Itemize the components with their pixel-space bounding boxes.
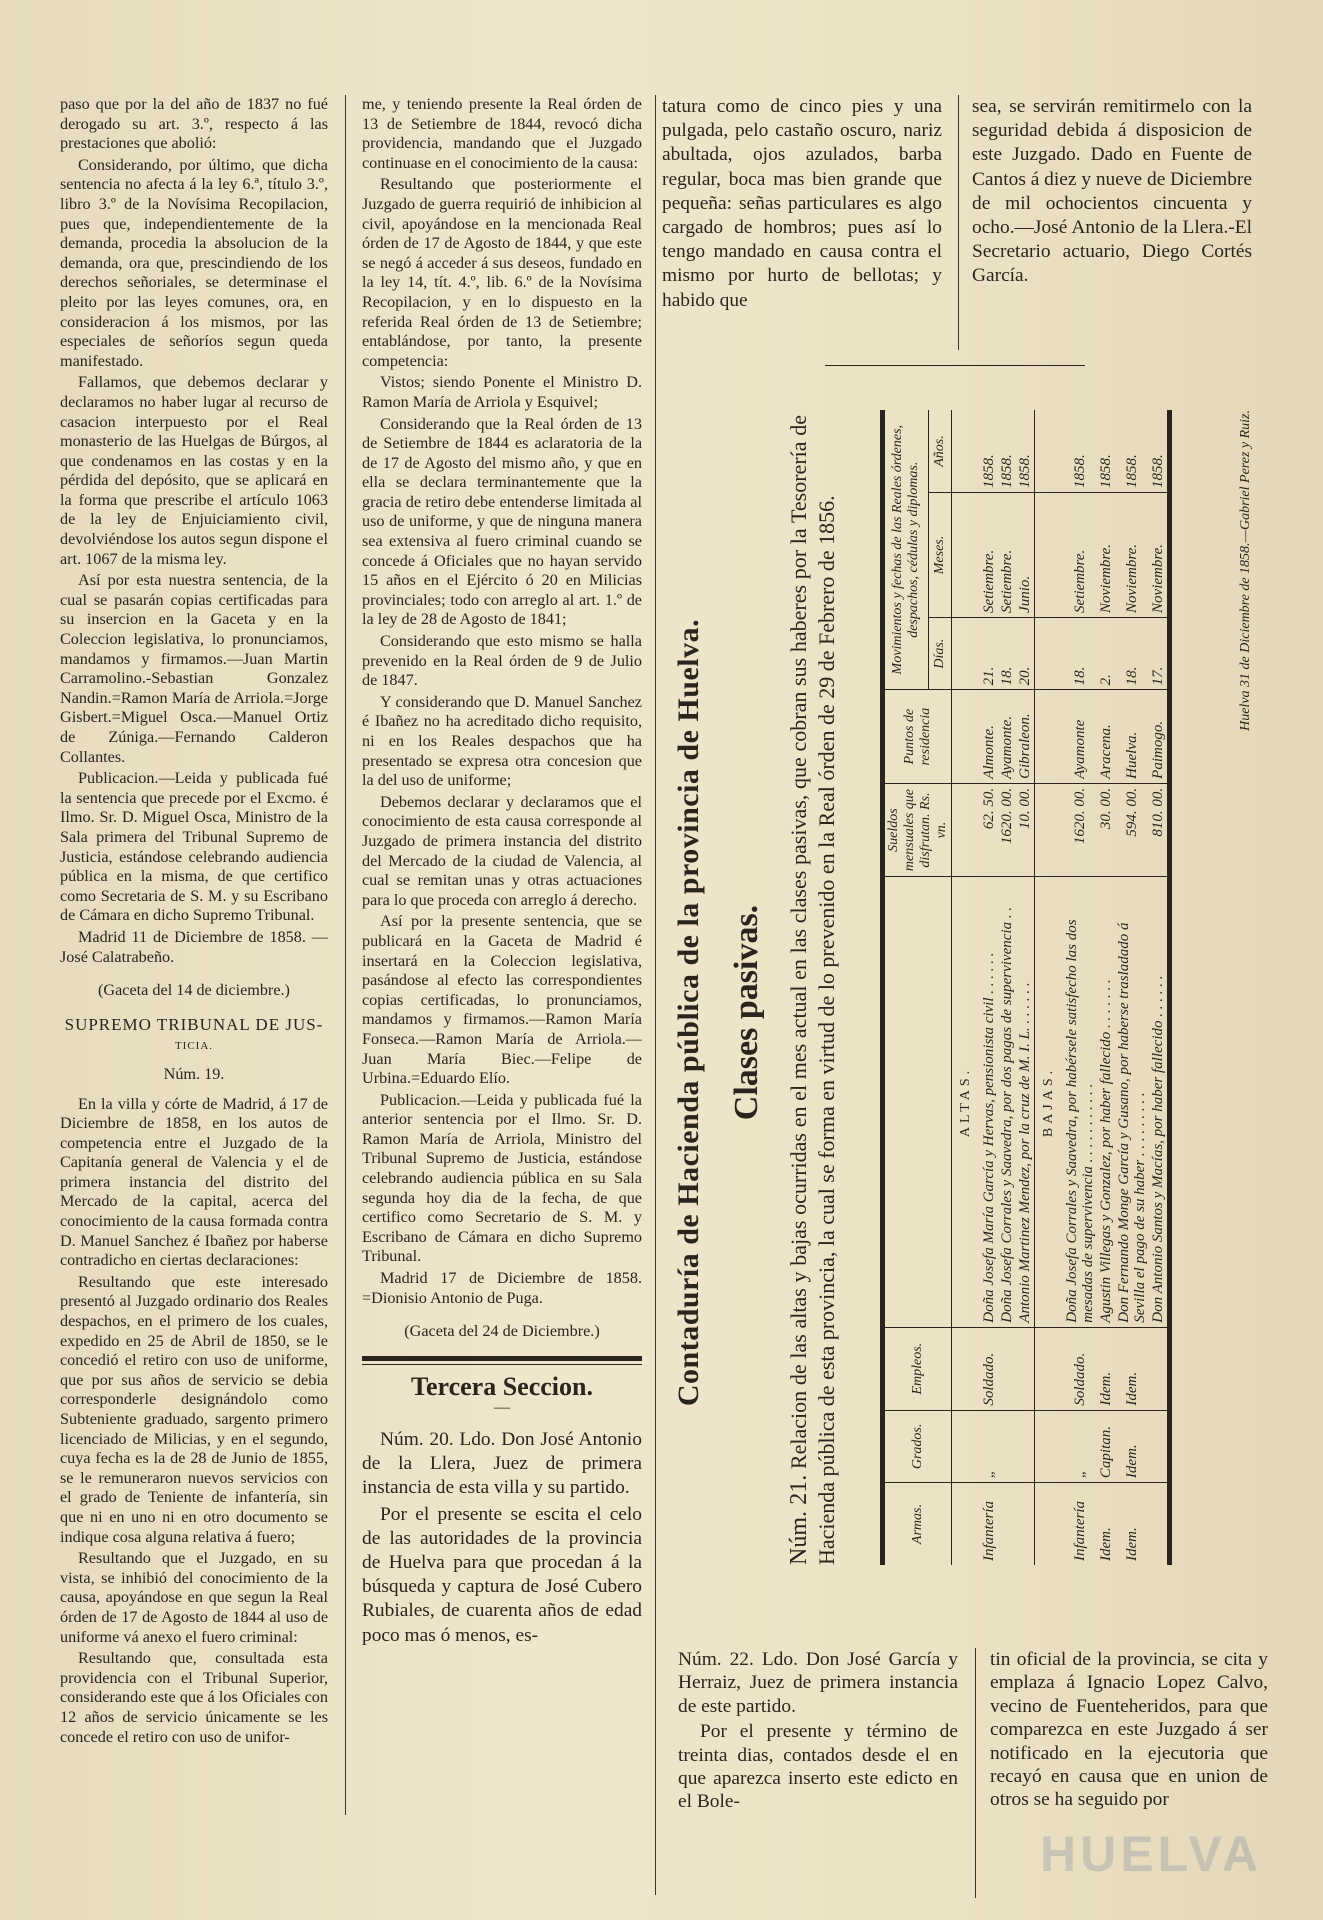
column-3 [662,95,942,360]
section-title: Tercera Seccion. [411,1371,593,1401]
paragraph: Debemos declarar y declaramos que el conocimiento de esta causa corresponde al Juzgado de primera instancia del distrito del Mercado de la ciudad de Valencia, al cual se remitan unas y otras actuaciones para lo que proceda con arreglo á derecho. [362,792,642,909]
huelva-watermark: HUELVA [1040,1826,1263,1882]
cell-armas: Infantería [981,1501,997,1561]
paragraph: Así por esta nuestra sentencia, de la cual se pasarán copias certificadas para su insercion en la Gaceta y en la Coleccion legislativa, lo pronunciamos, mandamos y firmamos.—Juan Martin Carramolino.-Sebastian Gonzalez Nandin.=Ramon María de Arriola.=Jorge Gisbert.=Miguel Osca.—Manuel Ortiz de Zúniga.—Fernando Calderon Collantes. [60,571,328,766]
cell-grados: „ [980,1410,998,1482]
rotated-table-region [660,400,1260,1625]
tribunal-heading-main: SUPREMO TRIBUNAL DE JUS- [64,1014,324,1034]
cell-dia: 20. [1016,617,1035,689]
paragraph: tin oficial de la provincia, se cita y emplaza á Ignacio Lopez Calvo, vecino de Fuenteheridos, para que comparezca en este Juzgado á ser notificado en la ejecutoria que recayó en causa que en union de otros se ha seguido por [990,1649,1268,1811]
cell-empleos: Soldado. [980,1327,998,1410]
cell-grados [998,1410,1016,1482]
cell-mes: Noviembre. [1115,493,1149,618]
col-empleos: Empleos. [883,1327,952,1410]
cell-grados: Idem. [1115,1410,1149,1482]
separator-rule [825,365,1085,366]
paragraph: Publicacion.—Leida y publicada fué la sentencia que precede por el Excmo. é Ilmo. Sr. D. Miguel Osca, Ministro de la Sala primera del Tribunal Supremo de Justicia, estándose celebrando audiencia pública en la misma, de que certifico como Secretaria de S. M. y su Escribano de Cámara en dicho Supremo Tribunal. [60,769,328,925]
paragraph: Considerando que la Real órden de 13 de Setiembre de 1844 es aclaratoria de la de 17 de Agosto del mismo año, y que en ella se declara terminantemente que la gracia de retiro debe entenderse limitada al uso de uniforme, y que de ninguna manera sea extensiva al fuero criminal cuando se concede á Oficiales que no hayan servido 15 años en el Ejército ó 20 en Milicias provinciales; todo con arreglo al art. 1.º de la ley de 28 de Agosto de 1841; [362,414,642,629]
table-row [1149,410,1167,1565]
cell-sueldo: 1620. 00. [998,783,1016,876]
cell-dia: 18. [1063,617,1097,689]
edict-heading: Núm. 22. Ldo. Don José García y Herraiz, Juez de primera instancia de este partido. [678,1649,958,1717]
paragraph: Y considerando que D. Manuel Sanchez é Ibañez no ha acreditado dicho requisito, ni en los Reales despachos que ha presentado se expresa otra concesion que la del uso de uniforme; [362,692,642,790]
cell-ano: 1858. [980,410,998,493]
cell-mes: Noviembre. [1097,493,1115,618]
col-puntos: Puntos de residencia [883,690,952,783]
column-divider [975,1648,976,1898]
cell-armas [998,1483,1016,1565]
cell-dia: 18. [998,617,1016,689]
table-row [1115,410,1149,1565]
cell-sueldo: 62. 50. [980,783,998,876]
cell-dia: 18. [1115,617,1149,689]
table-row [1097,410,1115,1565]
cell-punto: Aracena. [1097,690,1115,783]
table-row [980,410,998,1565]
paragraph: Resultando que este interesado presentó al Juzgado ordinario dos Reales despachos, en el primero de los cuales, expedido en 25 de Abril de 1850, se le concedió el retiro con uso de uniforme, que por sus años de servicio se debia corresponderle designándolo como Subteniente graduado, sargento primero licenciado de Milicias, y en el segundo, cuya fecha es la de 28 de Junio de 1855, se le remuneraron nuevos servicios con el grado de Teniente de infantería, sin que ni en uno ni en otro documento se indique cosa alguna relativa á fuero; [60,1272,328,1546]
bajas-label: BAJAS. [1035,877,1064,1327]
col-grados: Grados. [883,1410,952,1482]
cell-mes: Setiembre. [998,493,1016,618]
rotated-table [660,400,1260,1625]
cell-dia: 21. [980,617,998,689]
table-intro-text: Relacion de las altas y bajas ocurridas en el mes actual en las clases pasivas, que cobran sus haberes por la Tesorería de Hacienda pública de esta provincia, la cual se forma en virtud de lo prevenido en la Real órden de 29 de Febrero de 1856. [786,414,839,1565]
cell-name: Doña Josefa Corrales y Saavedra, por habérsele satisfecho las dos mesadas de supervivencia . . . . . . . . . . . [1063,877,1097,1327]
section-dash: — [493,1398,511,1417]
paragraph: sea, se servirán remitirmelo con la seguridad debida á disposicion de este Juzgado. Dado en Fuente de Cantos á diez y nueve de Diciembre de mil ochocientos cincuenta y ocho.—José Antonio de la Llera.-El Secretario actuario, Diego Cortés García. [972,96,1252,287]
paragraph: Por el presente se escita el celo de las autoridades de la provincia de Huelva para que procedan á la búsqueda y captura de José Cubero Rubiales, de cuarenta años de edad poco mas ó menos, es- [362,1503,642,1646]
cell-sueldo: 30. 00. [1097,783,1115,876]
cell-grados [1016,1410,1035,1482]
dateline: Madrid 11 de Diciembre de 1858. —José Calatrabeño. [60,927,328,966]
cell-grados [1149,1410,1167,1482]
table-number: Núm. 21. [786,1474,812,1565]
cell-sueldo: 810. 00. [1149,783,1167,876]
cell-name: Doña Josefa Corrales y Saavedra, por dos pagas de supervivencia . . [998,877,1016,1327]
section-rule-thin [362,1364,642,1365]
cell-punto: Almonte. [980,690,998,783]
table-intro [785,415,841,1565]
cell-punto: Ayamonte. [998,690,1016,783]
cell-ano: 1858. [1149,410,1167,493]
paragraph: tatura como de cinco pies y una pulgada, pelo castaño oscuro, nariz abultada, ojos azulados, barba regular, boca mas bien grande que pequeña: señas particulares es algo cargado de hombros; pues así lo tengo mandado en causa contra el mismo por hurto de bellotas; y habido que [662,96,942,311]
cell-empleos [998,1327,1016,1410]
cell-empleos: Idem. [1097,1327,1115,1410]
column-5a [678,1648,958,1898]
gaceta-source: (Gaceta del 24 de Diciembre.) [404,1322,600,1341]
table-title: Contaduría de Hacienda pública de la provincia de Huelva. [672,618,705,1407]
cell-dia: 17. [1149,617,1167,689]
tribunal-heading [60,1015,328,1057]
paragraph: Resultando que, consultada esta providencia con el Tribunal Superior, considerando este que á los Oficiales con 12 años de servicio únicamente se les concede el retiro con uso de unifor- [60,1649,328,1746]
paragraph: Vistos; siendo Ponente el Ministro D. Ramon María de Arriola y Esquivel; [362,373,642,411]
col-sueldos: Sueldos mensuales que disfrutan. Rs. vn. [883,783,952,876]
table-signature: Huelva 31 de Diciembre de 1858.—Gabriel Perez y Ruiz. [1238,410,1253,731]
paragraph: Resultando que posteriormente el Juzgado de guerra requirió de inhibicion al civil, apoyándose en la mencionada Real órden de 17 de Agosto de 1844, y que este se negó á acceder á sus deseos, fundado en la ley 14, tít. 4.º, lib. 6.º de la Novísima Recopilacion, y en lo dispuesto en la referida Real órden de 13 de Setiembre; entablándose, por tanto, la presente competencia: [362,175,642,370]
column-divider [655,95,656,1895]
cell-dia: 2. [1097,617,1115,689]
cell-grados: „ [1063,1410,1097,1482]
cell-armas: Idem. [1124,1527,1140,1561]
cell-punto: Gibraleon. [1016,690,1035,783]
cell-empleos: Idem. [1115,1327,1149,1410]
cell-mes: Junio. [1016,493,1035,618]
cell-mes: Setiembre. [980,493,998,618]
paragraph: me, y teniendo presente la Real órden de 13 de Setiembre de 1844, revocó dicha providencia, mandando que el Juzgado continuase en el conocimiento de la causa: [362,95,642,172]
col-movimientos: Movimientos y fechas de las Reales órdenes, despachos, cédulas y diplomas. [883,410,929,690]
paragraph: Publicacion.—Leida y publicada fué la anterior sentencia por el Ilmo. Sr. D. Ramon María de Arriola, Ministro del Tribunal Supremo de Justicia, estándose celebrando audiencia pública en su Sala segunda hoy dia de la fecha, de que certifico como Secretario de S. M. y Escribano de Cámara en dicho Supremo Tribunal. [362,1090,642,1266]
table-row [1016,410,1035,1565]
cell-punto: Ayamonte [1063,690,1097,783]
paragraph: Por el presente y término de treinta dias, contados desde el en que aparezca inserto este edicto en el Bole- [678,1721,958,1813]
tribunal-heading-tail: TICIA. [174,1040,214,1053]
cell-ano: 1858. [1016,410,1035,493]
col-anos: Años. [928,410,951,493]
cell-name: Doña Josefa María García y Hervas, pensionista civil . . . . . . [980,877,998,1327]
article-number: Núm. 19. [163,1064,225,1083]
dateline: Madrid 17 de Diciembre de 1858. =Dionisio Antonio de Puga. [362,1269,642,1307]
cell-mes: Setiembre. [1063,493,1097,618]
altas-label: ALTAS. [952,877,981,1327]
cell-empleos [1016,1327,1035,1410]
table-row [998,410,1016,1565]
column-1 [60,95,328,1815]
cell-ano: 1858. [1063,410,1097,493]
cell-sueldo: 1620. 00. [1063,783,1097,876]
cell-mes: Noviembre. [1149,493,1167,618]
cell-sueldo: 594. 00. [1115,783,1149,876]
cell-empleos: Soldado. [1063,1327,1097,1410]
pasivas-table [880,410,1172,1565]
col-nombres [883,877,952,1327]
paragraph: Fallamos, que debemos declarar y declaramos no haber lugar al recurso de casacion interpuesto por el Real monasterio de las Huelgas de Búrgos, al que condenamos en las costas y en la pérdida del depósito, que se aplicará en la forma que prescribe el artículo 1063 de la ley de Enjuiciamiento civil, devolviéndose los autos segun dispone el art. 1067 de la misma ley. [60,373,328,568]
paragraph: Considerando que esto mismo se halla prevenido en la Real órden de 9 de Julio de 1847. [362,632,642,690]
cell-name: Don Antonio Santos y Macías, por haber fallecido . . . . . . [1149,877,1167,1327]
table-row [1063,410,1097,1565]
cell-empleos [1149,1327,1167,1410]
cell-name: Agustin Villegas y Gonzalez, por haber fallecido . . . . . . . [1097,877,1115,1327]
col-meses: Meses. [928,493,951,618]
cell-armas [1149,1483,1167,1565]
gaceta-source: (Gaceta del 14 de diciembre.) [98,981,290,1000]
cell-grados: Capitan. [1097,1410,1115,1482]
col-dias: Días. [928,617,951,689]
cell-armas: Idem. [1098,1527,1114,1561]
paragraph: Considerando, por último, que dicha sentencia no afecta á la ley 6.ª, título 3.º, libro 3.º de la Novísima Recopilacion, pues que, independientemente de la demanda, procedia la absolucion de la demanda, ora que, prescindiendo de los derechos señoriales, se determinase el pleito por las leyes comunes, ora, en consideracion á los mismos, por las especiales de señoríos segun queda manifestado. [60,155,328,370]
column-divider [345,95,346,1815]
edict-heading: Núm. 20. Ldo. Don José Antonio de la Llera, Juez de primera instancia de esta villa y su partido. [362,1429,642,1499]
column-2 [362,95,642,1815]
cell-ano: 1858. [1115,410,1149,493]
cell-sueldo: 10. 00. [1016,783,1035,876]
cell-armas: Infantería [1072,1501,1088,1561]
cell-ano: 1858. [998,410,1016,493]
paragraph: paso que por la del año de 1837 no fué derogado su art. 3.º, respecto á las prestaciones que abolió: [60,95,328,153]
paragraph: Así por la presente sentencia, que se publicará en la Gaceta de Madrid é insertará en la Coleccion legislativa, pasándose al efecto las correspondientes copias certificadas, lo pronunciamos, mandamos y firmamos.—Ramon María Fonseca.—Ramon María de Arriola.—Juan María Biec.—Felipe de Urbina.=Eduardo Elío. [362,912,642,1088]
column-divider [958,95,959,350]
paragraph: En la villa y córte de Madrid, á 17 de Diciembre de 1858, en los autos de competencia entre el Juzgado de la Capitanía general de Valencia y el de primera instancia del distrito del Mercado de la capital, acerca del conocimiento de la causa formada contra D. Manuel Sanchez é Ibañez por haberse contradicho en ciertas declaraciones: [60,1094,328,1270]
cell-punto: Paimogo. [1149,690,1167,783]
cell-ano: 1858. [1097,410,1115,493]
cell-name: Antonio Martinez Mendez, por la cruz de M. I. L. . . . . . . [1016,877,1035,1327]
section-rule [362,1356,642,1361]
col-armas: Armas. [883,1483,952,1565]
paragraph: Resultando que el Juzgado, en su vista, se inhibió del conocimiento de la causa, apoyándose en que segun la Real órden de 17 de Agosto de 1844 al uso de uniforme vá anexo el fuero criminal: [60,1549,328,1646]
cell-name: Don Fernando Monge García y Gusano, por haberse trasladado á Sevilla el pago de su haber . . . . . . . . . [1115,877,1149,1327]
cell-armas [1016,1483,1035,1565]
table-subtitle: Clases pasivas. [728,904,765,1121]
column-4 [972,95,1252,335]
cell-punto: Huelva. [1115,690,1149,783]
